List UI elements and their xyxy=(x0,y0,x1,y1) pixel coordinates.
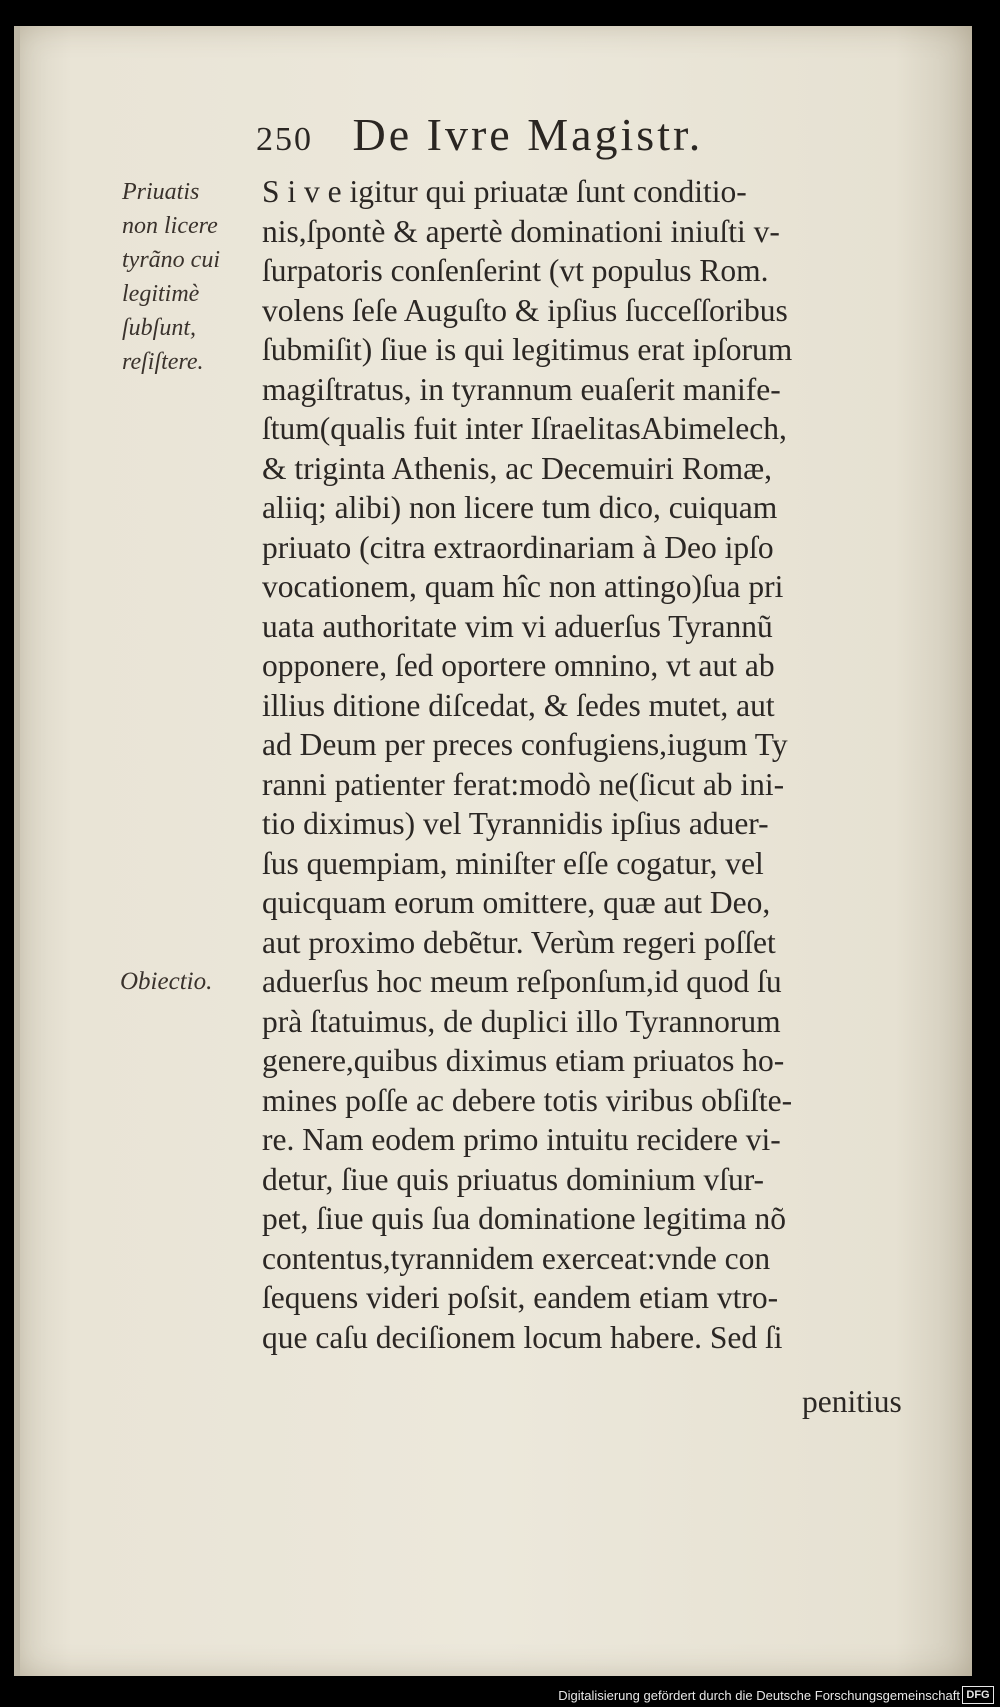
text-line: ſubmiſit) ſiue is qui legitimus erat ipſorum xyxy=(262,332,793,367)
text-line: genere,quibus diximus etiam priuatos ho- xyxy=(262,1043,785,1078)
text-line: priuato (citra extraordinariam à Deo ipſo xyxy=(262,529,774,565)
marginal-line: Priuatis xyxy=(122,179,200,205)
marginal-line: legitimè xyxy=(122,281,200,307)
text-line: vocationem, quam hîc non attingo)ſua pri xyxy=(262,569,784,604)
text-line: ſtum(qualis fuit inter IſraelitasAbimelech, xyxy=(262,411,787,446)
marginal-line: reſiſtere. xyxy=(122,349,204,375)
marginal-line: non licere xyxy=(122,213,218,239)
text-line: aliiq; alibi) non licere tum dico, cuiquam xyxy=(262,490,778,525)
text-line: prà ſtatuimus, de duplici illo Tyrannorum xyxy=(262,1003,781,1039)
text-line: opponere, ſed oportere omnino, vt aut ab xyxy=(262,648,775,683)
text-line: illius ditione diſcedat, & ſedes mutet, aut xyxy=(262,687,775,723)
body-text xyxy=(262,172,942,1357)
text-line: re. Nam eodem primo intuitu recidere vi- xyxy=(262,1122,781,1157)
text-line: detur, ſiue quis priuatus dominium vſur- xyxy=(262,1161,765,1197)
text-line: aduerſus hoc meum reſponſum,id quod ſu xyxy=(262,964,782,999)
text-line: volens ſeſe Auguſto & ipſius ſucceſſoribus xyxy=(262,292,788,328)
text-line: ad Deum per preces confugiens,iugum Ty xyxy=(262,727,788,762)
funding-credit: Digitalisierung gefördert durch die Deutsche Forschungsgemeinschaft xyxy=(558,1688,960,1703)
marginal-note-objection: Obiectio. xyxy=(120,968,213,995)
text-line: ſus quempiam, miniſter eſſe cogatur, vel xyxy=(262,845,764,881)
text-line: & triginta Athenis, ac Decemuiri Romæ, xyxy=(262,450,773,486)
text-line: uata authoritate vim vi aduerſus Tyrannũ xyxy=(262,608,773,644)
catchword: penitius xyxy=(802,1384,902,1419)
text-line: S i v e igitur qui priuatæ ſunt conditio- xyxy=(262,174,747,209)
marginal-note xyxy=(122,175,257,379)
text-line: quicquam eorum omittere, quæ aut Deo, xyxy=(262,885,771,920)
page-edge xyxy=(14,26,20,1676)
text-line: contentus,tyrannidem exerceat:vnde con xyxy=(262,1240,771,1276)
text-line: ſequens videri poſsit, eandem etiam vtro- xyxy=(262,1280,779,1315)
text-line: ſurpatoris conſenſerint (vt populus Rom. xyxy=(262,253,769,288)
text-line: nis,ſpontè & apertè dominationi iniuſti v- xyxy=(262,213,780,249)
text-line: magiſtratus, in tyrannum euaſerit manife- xyxy=(262,371,781,407)
text-line: mines poſſe ac debere totis viribus obſiſte- xyxy=(262,1082,793,1118)
page-number: 250 xyxy=(256,121,313,158)
running-title: De Ivre Magistr. xyxy=(352,109,704,160)
marginal-line: ſubſunt, xyxy=(122,315,197,341)
text-line: tio diximus) vel Tyrannidis ipſius aduer- xyxy=(262,806,769,841)
marginal-line: tyrãno cui xyxy=(122,247,220,273)
text-line: pet, ſiue quis ſua dominatione legitima nõ xyxy=(262,1201,787,1236)
running-header xyxy=(256,108,876,158)
text-line: ranni patienter ferat:modò ne(ſicut ab ini- xyxy=(262,766,785,802)
text-line: que caſu deciſionem locum habere. Sed ſi xyxy=(262,1319,783,1355)
dfg-logo: DFG xyxy=(962,1686,994,1704)
text-line: aut proximo debẽtur. Verùm regeri poſſet xyxy=(262,924,776,960)
